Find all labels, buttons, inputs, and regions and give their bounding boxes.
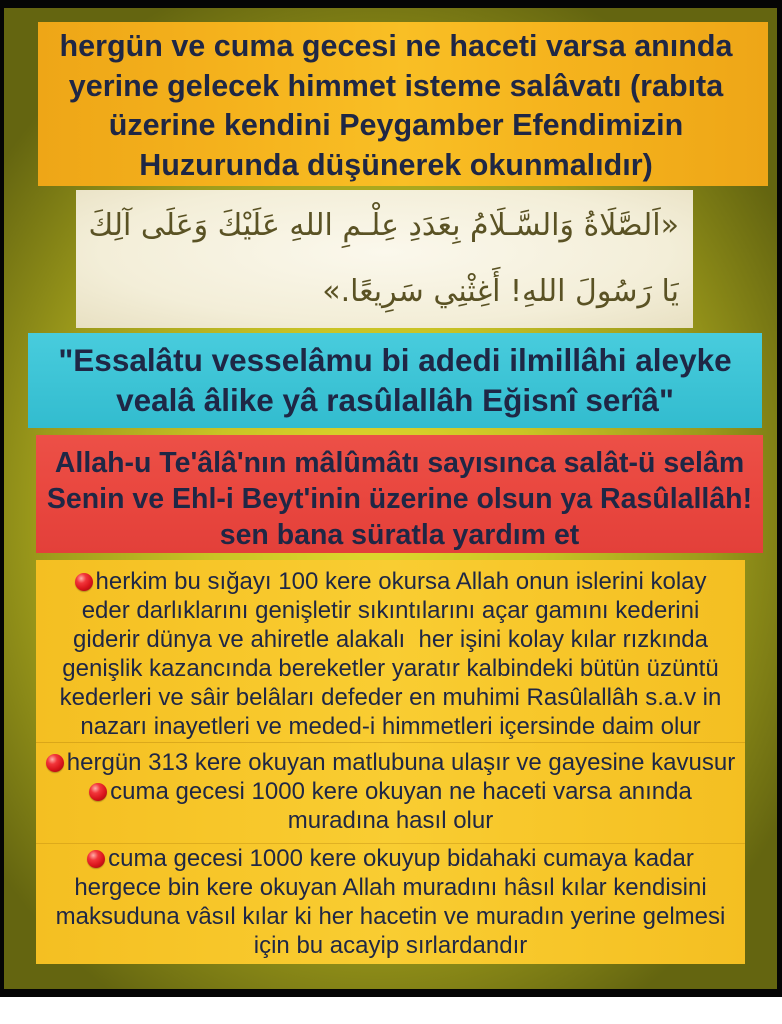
virtue-line (42, 902, 739, 931)
virtue-line (42, 748, 739, 777)
virtues-block (36, 560, 745, 742)
virtue-line (42, 567, 739, 596)
virtues-block (36, 742, 745, 843)
virtue-line (42, 931, 739, 960)
virtue-text: giderir dünya ve ahiretle alakalı her işini kolay kılar rızkında (73, 626, 708, 653)
virtue-text: herkim bu sığayı 100 kere okursa Allah onun islerini kolay (95, 568, 707, 595)
virtue-line (42, 654, 739, 683)
virtue-text: maksuduna vâsıl kılar ki her hacetin ve muradın yerine gelmesi (55, 903, 726, 930)
virtue-text: nazarı inayetleri ve meded-i himmetleri içersinde daim olur (80, 713, 701, 740)
poster-background (4, 8, 777, 989)
transliteration-panel (28, 333, 762, 428)
virtues-block (36, 843, 745, 964)
title-line: üzerine kendini Peygamber Efendimizin (108, 108, 684, 142)
virtues-panel (36, 560, 745, 964)
arabic-salawat-panel (76, 190, 693, 328)
title-panel (38, 22, 768, 186)
virtue-line (42, 844, 739, 873)
virtue-text: cuma gecesi 1000 kere okuyup bidahaki cumaya kadar (108, 845, 694, 872)
virtue-text: eder darlıklarını genişletir sıkıntılarını açar gamını kederini (81, 597, 700, 624)
virtue-line (42, 712, 739, 741)
virtue-text: hergün 313 kere okuyan matlubuna ulaşır ve gayesine kavusur (66, 749, 736, 776)
virtue-line (42, 873, 739, 902)
meaning-line: Allah-u Te'âlâ'nın mâlûmâtı sayısınca salât-ü selâm (54, 447, 745, 479)
red-circle-icon (46, 754, 64, 772)
virtue-text: için bu acayip sırlardandır (253, 932, 528, 959)
arabic-line: يَا رَسُولَ اللهِ! أَغِثْنِي سَرِيعًا.» (322, 274, 679, 309)
title-line: yerine gelecek himmet isteme salâvatı (rabıta (68, 68, 724, 103)
virtue-text: cuma gecesi 1000 kere okuyan ne haceti varsa anında (110, 778, 692, 805)
meaning-line: sen bana süratla yardım et (219, 519, 580, 551)
virtue-line (42, 806, 739, 835)
title-line: Huzurunda düşünerek okunmalıdır) (139, 147, 653, 182)
red-circle-icon (89, 783, 107, 801)
virtue-line (42, 777, 739, 806)
virtue-text: genişlik kazancında bereketler yaratır kalbindeki bütün üzüntü (62, 655, 719, 682)
red-circle-icon (87, 850, 105, 868)
virtue-text: muradına hasıl olur (287, 807, 494, 834)
virtue-line (42, 596, 739, 625)
meaning-panel (36, 435, 763, 553)
meaning-line: Senin ve Ehl-i Beyt'inin üzerine olsun ya Rasûlallâh! (46, 483, 753, 515)
virtue-text: kederleri ve sâir belâları defeder en muhimi Rasûlallâh s.a.v in (59, 684, 722, 711)
title-line: hergün ve cuma gecesi ne haceti varsa anında (59, 29, 733, 63)
red-circle-icon (75, 573, 93, 591)
transliteration-line: vealâ âlike yâ rasûlallâh Eğisnî serîâ" (116, 382, 674, 418)
virtue-text: hergece bin kere okuyan Allah muradını hâsıl kılar kendisini (74, 874, 707, 901)
virtue-line (42, 683, 739, 712)
transliteration-line: "Essalâtu vesselâmu bi adedi ilmillâhi aleyke (58, 342, 732, 378)
virtue-line (42, 625, 739, 654)
arabic-line: «اَلصَّلَاةُ وَالسَّـلَامُ بِعَدَدِ عِلْـمِ اللهِ عَلَيْكَ وَعَلَى آلِكَ (88, 208, 679, 243)
